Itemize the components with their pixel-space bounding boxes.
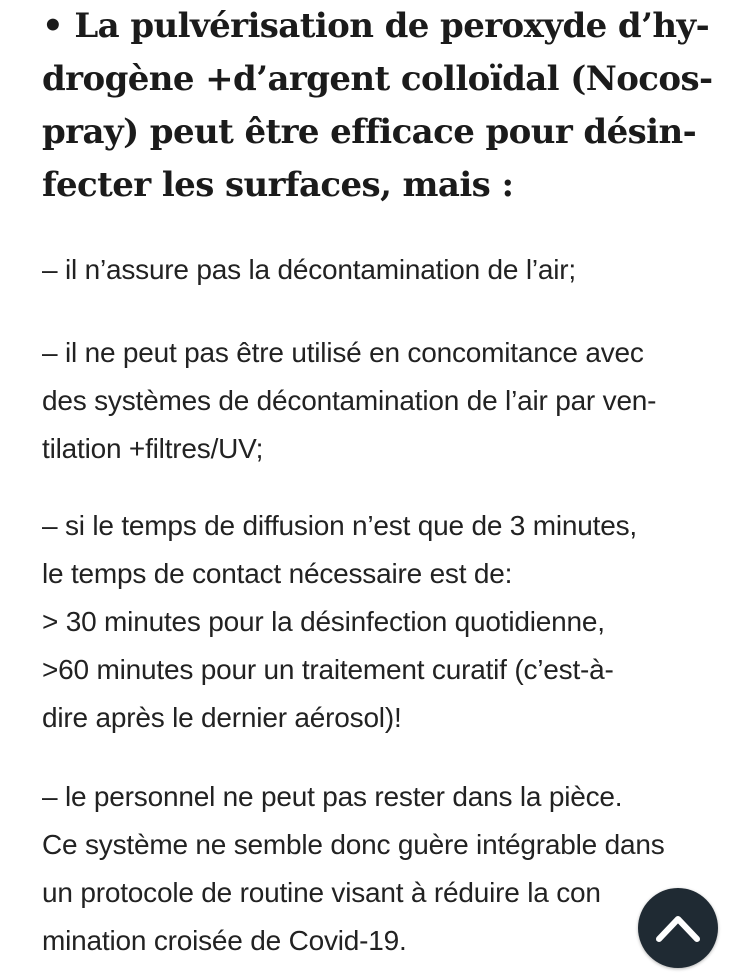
paragraph-line: > 30 minutes pour la désinfection quotidienne, bbox=[42, 606, 605, 637]
paragraph-concomitance bbox=[42, 329, 656, 473]
heading-line: pray) peut être efficace pour désin- bbox=[42, 112, 697, 152]
paragraph-line: le temps de contact nécessaire est de: bbox=[42, 558, 513, 589]
heading-line: drogène +d’argent colloïdal (Nocos- bbox=[42, 59, 713, 99]
paragraph-line: mination croisée de Covid-19. bbox=[42, 925, 407, 956]
paragraph-line: >60 minutes pour un traitement curatif (c’est-à- bbox=[42, 654, 614, 685]
paragraph-line: – le personnel ne peut pas rester dans la pièce. bbox=[42, 781, 623, 812]
heading-line: fecter les surfaces, mais : bbox=[42, 165, 514, 205]
paragraph-line: – si le temps de diffusion n’est que de 3 minutes, bbox=[42, 510, 637, 541]
scroll-to-top-button[interactable] bbox=[638, 888, 718, 968]
paragraph-line: tilation +filtres/UV; bbox=[42, 433, 264, 464]
paragraph-line: Ce système ne semble donc guère intégrable dans bbox=[42, 829, 665, 860]
paragraph-line: un protocole de routine visant à réduire la con bbox=[42, 877, 601, 908]
paragraph-contact-time bbox=[42, 502, 637, 742]
chevron-up-icon bbox=[655, 913, 701, 943]
paragraph-line: – il ne peut pas être utilisé en concomitance avec bbox=[42, 337, 644, 368]
heading-line: • La pulvérisation de peroxyde d’hy- bbox=[42, 6, 710, 46]
paragraph-line: dire après le dernier aérosol)! bbox=[42, 702, 402, 733]
article-heading bbox=[42, 0, 713, 212]
paragraph-line: – il n’assure pas la décontamination de l’air; bbox=[42, 254, 576, 285]
paragraph-air-decontamination bbox=[42, 246, 576, 294]
paragraph-line: des systèmes de décontamination de l’air par ven- bbox=[42, 385, 657, 416]
paragraph-personnel bbox=[42, 773, 665, 965]
